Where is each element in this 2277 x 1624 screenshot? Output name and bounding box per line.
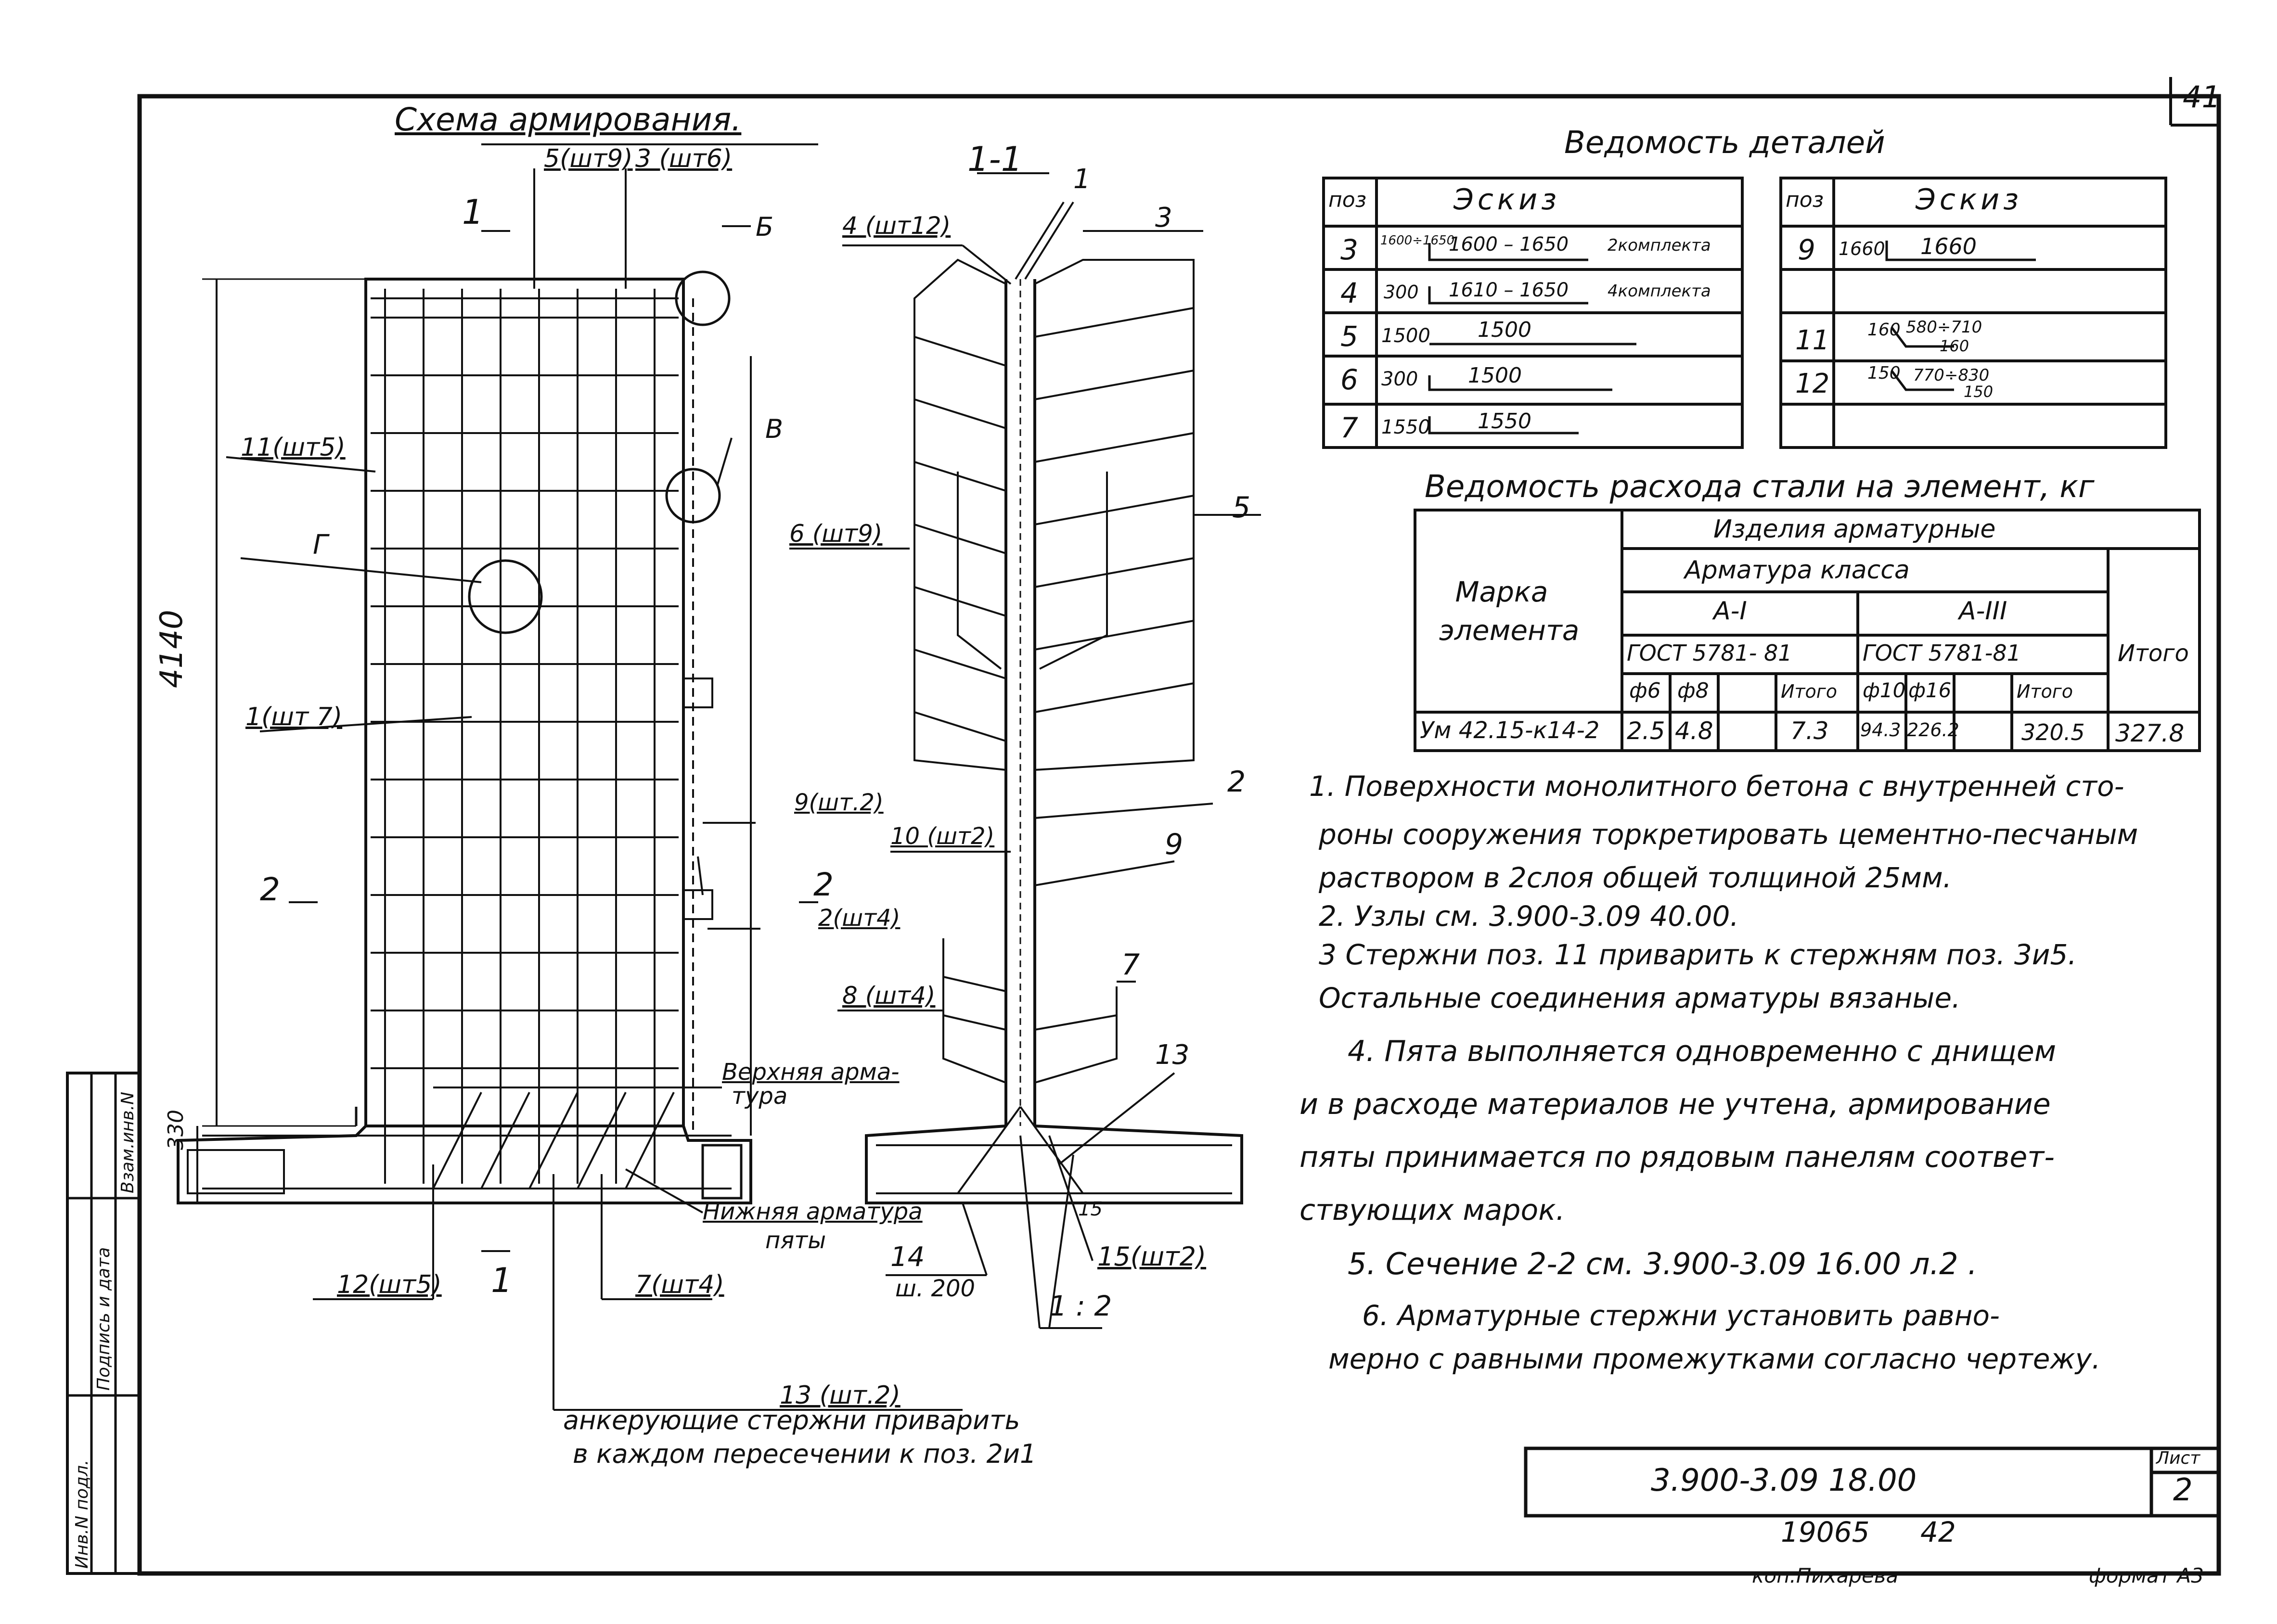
sheet-number: 2: [2173, 1472, 2193, 1508]
dl-sketch-3: 1500: [1468, 363, 1522, 388]
label-v: В: [765, 414, 784, 444]
corner-sheet-number: 41: [2183, 79, 2221, 115]
steel-title: Ведомость расхода стали на элемент, кг: [1425, 469, 2095, 505]
note-line-0: 1. Поверхности монолитного бетона с внутренней сто-: [1309, 770, 2124, 803]
dl-pos-3: 6: [1340, 363, 1358, 396]
note-line-7: и в расходе материалов не учтена, армирование: [1299, 1087, 2051, 1121]
note-line-10: 5. Сечение 2-2 см. 3.900-3.09 16.00 л.2 .: [1348, 1246, 1978, 1281]
sec-label-ratio: 1 : 2: [1049, 1290, 1112, 1322]
steel-col-5: ф16: [1908, 678, 1952, 702]
dr-extra-3: 150: [1964, 383, 1994, 401]
dl-sketch-2: 1500: [1478, 318, 1531, 342]
footer-format: формат А3: [2089, 1564, 2204, 1587]
sec-label-p3: 3: [1155, 202, 1172, 233]
section-mark-2-left: 2: [260, 871, 280, 908]
label-p12: 12(шт5): [337, 1270, 442, 1299]
anchor-note-1: анкерующие стержни приварить: [563, 1405, 1020, 1435]
dr-lead-0: 1660: [1839, 238, 1885, 259]
sec-label-p15: 15(шт2): [1097, 1241, 1207, 1272]
dl-sketch-0: 1600 – 1650: [1449, 233, 1569, 256]
dl-lead-1: 300: [1384, 281, 1419, 303]
steel-h-a1: А-I: [1713, 597, 1747, 626]
dl-lead-0: 1600÷1650: [1380, 233, 1455, 248]
dl-note-0: 2комплекта: [1608, 236, 1711, 255]
sec-label-p4: 4 (шт12): [842, 212, 951, 240]
label-b: Б: [756, 212, 774, 242]
section-mark-1-top: 1: [462, 192, 484, 232]
label-g: Г: [313, 529, 328, 561]
details-left-h-sketch: Эскиз: [1454, 183, 1561, 217]
note-line-12: мерно с равными промежутками согласно чертежу.: [1328, 1343, 2101, 1375]
note-line-4: 3 Стержни поз. 11 приварить к стержням поз. 3и5.: [1319, 938, 2077, 971]
dr-sketch-0: 1660: [1920, 233, 1977, 259]
section-1-1-geometry: [789, 173, 1261, 1328]
sec-label-p2: 2: [1227, 765, 1246, 799]
dl-lead-4: 1550: [1381, 416, 1430, 438]
note-line-3: 2. Узлы см. 3.900-3.09 40.00.: [1319, 900, 1739, 933]
label-top-reinf-1: Верхняя арма-: [722, 1059, 900, 1086]
dr-lead-2: 160: [1867, 320, 1901, 340]
label-p11: 11(шт5): [241, 433, 346, 462]
steel-col-3: Итого: [1781, 681, 1838, 702]
dl-lead-2: 1500: [1381, 325, 1430, 347]
sec-label-p14-step: ш. 200: [895, 1275, 976, 1302]
steel-total: 327.8: [2115, 719, 2185, 747]
sec-label-p7: 7: [1121, 948, 1140, 982]
stamp-inv: Инв.N подл.: [72, 1459, 92, 1569]
sec-label-p14: 14: [890, 1241, 925, 1273]
anchor-note-2: в каждом пересечении к поз. 2и1: [573, 1439, 1037, 1469]
dl-pos-1: 4: [1340, 277, 1358, 309]
dim-330: 330: [164, 1110, 188, 1150]
section-title: 1-1: [967, 140, 1023, 179]
stamp-signature: Подпись и дата: [94, 1247, 114, 1391]
footer-copied: коп.Пихарева: [1752, 1564, 1899, 1587]
dl-pos-2: 5: [1340, 320, 1358, 353]
dl-note-1: 4комплекта: [1608, 281, 1711, 301]
steel-h-total: Итого: [2118, 640, 2189, 667]
scheme-title: Схема армирования.: [395, 101, 742, 138]
steel-h-gost1: ГОСТ 5781- 81: [1627, 640, 1792, 666]
steel-row-mark: Ум 42.15-к14-2: [1420, 717, 1600, 744]
label-p13: 13 (шт.2): [780, 1381, 901, 1410]
steel-h-gost2: ГОСТ 5781-81: [1863, 640, 2021, 666]
sheet-label: Лист: [2156, 1448, 2200, 1468]
dl-sketch-1: 1610 – 1650: [1449, 279, 1569, 301]
label-p5: 5(шт9): [544, 144, 633, 173]
drawing-code: 3.900-3.09 18.00: [1651, 1463, 1917, 1498]
dim-height: 4140: [154, 610, 190, 688]
sec-label-p9: 9: [1165, 828, 1184, 861]
dr-sketch-2: 580÷710: [1906, 318, 1982, 337]
sec-label-p8: 8 (шт4): [842, 982, 936, 1010]
note-line-1: роны сооружения торкретировать цементно-песчаным: [1319, 818, 2138, 851]
sec-label-p15-dim: 15: [1078, 1198, 1103, 1220]
footer-inv: 19065: [1781, 1516, 1870, 1548]
sec-label-p6: 6 (шт9): [789, 520, 883, 548]
sec-label-p1: 1: [1073, 164, 1091, 195]
details-left-h-pos: поз: [1328, 188, 1367, 212]
dr-lead-3: 150: [1867, 363, 1901, 383]
steel-col-7: Итого: [2017, 681, 2073, 702]
label-p9: 9(шт.2): [794, 789, 884, 816]
steel-val-7: 320.5: [2021, 719, 2085, 745]
dl-lead-3: 300: [1381, 368, 1418, 390]
dl-pos-4: 7: [1340, 411, 1358, 444]
steel-h-products: Изделия арматурные: [1713, 515, 1996, 544]
note-line-5: Остальные соединения арматуры вязаные.: [1319, 982, 1961, 1014]
label-p2: 2(шт4): [818, 905, 901, 932]
steel-h-class: Арматура класса: [1685, 556, 1910, 585]
sec-label-p5: 5: [1232, 491, 1251, 524]
steel-col-1: ф8: [1677, 678, 1709, 703]
dl-sketch-4: 1550: [1478, 409, 1531, 434]
steel-val-1: 4.8: [1675, 717, 1713, 745]
steel-col-0: ф6: [1629, 678, 1661, 703]
steel-val-0: 2.5: [1627, 717, 1665, 745]
details-right-h-sketch: Эскиз: [1916, 183, 2023, 217]
note-line-2: раствором в 2слоя общей толщиной 25мм.: [1319, 861, 1952, 894]
details-right-h-pos: поз: [1786, 188, 1824, 212]
label-bottom-reinf-2: пяты: [765, 1227, 826, 1254]
note-line-8: пяты принимается по рядовым панелям соответ-: [1299, 1140, 2055, 1174]
stamp-replace: Взам.инв.N: [118, 1091, 138, 1193]
dr-pos-3: 12: [1795, 368, 1830, 399]
label-top-reinf-2: тура: [732, 1083, 788, 1110]
steel-h-a3: А-III: [1959, 597, 2007, 626]
section-mark-1-bottom: 1: [491, 1261, 513, 1300]
steel-val-4: 94.3: [1860, 719, 1901, 741]
footer-page: 42: [1920, 1516, 1956, 1548]
steel-val-5: 226.2: [1907, 719, 1959, 741]
details-title: Ведомость деталей: [1564, 125, 1885, 161]
dr-pos-2: 11: [1795, 325, 1830, 356]
steel-h-mark: Марка элемента: [1439, 575, 1580, 647]
note-line-9: ствующих марок.: [1299, 1193, 1565, 1227]
steel-col-4: ф10: [1863, 678, 1906, 702]
label-p1: 1(шт 7): [245, 703, 343, 731]
dr-pos-0: 9: [1798, 233, 1815, 266]
label-bottom-reinf-1: Нижняя арматура: [703, 1198, 923, 1225]
label-p3: 3 (шт6): [635, 144, 733, 173]
note-line-11: 6. Арматурные стержни установить равно-: [1362, 1299, 2000, 1332]
sec-label-p13: 13: [1155, 1039, 1190, 1071]
dl-pos-0: 3: [1340, 233, 1358, 266]
label-p7: 7(шт4): [635, 1270, 724, 1299]
section-mark-2-right: 2: [813, 866, 834, 903]
details-tables-geometry: [1324, 178, 2166, 448]
sec-label-p10: 10 (шт2): [890, 823, 995, 850]
dr-sketch-3: 770÷830: [1913, 366, 1990, 385]
note-line-6: 4. Пята выполняется одновременно с днищем: [1348, 1035, 2057, 1068]
dr-extra-2: 160: [1940, 337, 1969, 355]
steel-val-3: 7.3: [1790, 717, 1829, 745]
